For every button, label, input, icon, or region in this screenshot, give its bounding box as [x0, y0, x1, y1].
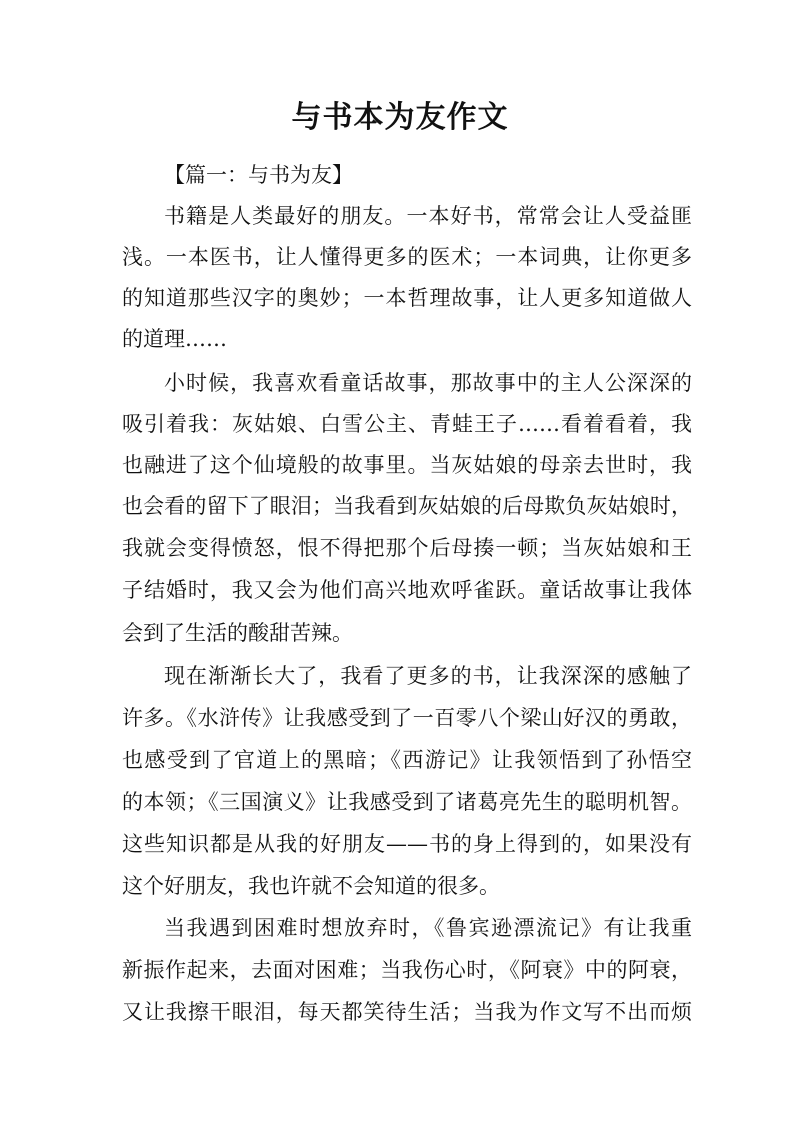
paragraph-line: 浅。一本医书，让人懂得更多的医术；一本词典，让你更多 [122, 245, 692, 269]
paragraph-line: 的本领；《三国演义》让我感受到了诸葛亮先生的聪明机智。 [122, 790, 692, 814]
section-heading: 【篇一：与书为友】 [164, 163, 353, 187]
paragraph-line: 这些知识都是从我的好朋友——书的身上得到的，如果没有 [122, 832, 692, 856]
paragraph-line: 小时候，我喜欢看童话故事，那故事中的主人公深深的 [164, 371, 692, 395]
document-title: 与书本为友作文 [291, 100, 509, 135]
paragraph-line: 当我遇到困难时想放弃时，《鲁宾逊漂流记》有让我重 [164, 916, 692, 940]
paragraph-line: 许多。《水浒传》让我感受到了一百零八个梁山好汉的勇敢， [122, 706, 692, 730]
paragraph-line: 这个好朋友，我也许就不会知道的很多。 [122, 874, 500, 898]
paragraph-line: 子结婚时，我又会为他们高兴地欢呼雀跃。童话故事让我体 [122, 578, 692, 602]
paragraph-line: 吸引着我：灰姑娘、白雪公主、青蛙王子……看着看着，我 [122, 412, 692, 436]
paragraph-line: 会到了生活的酸甜苦辣。 [122, 621, 353, 645]
paragraph-line: 我就会变得愤怒，恨不得把那个后母揍一顿；当灰姑娘和王 [122, 536, 692, 560]
paragraph-line: 现在渐渐长大了，我看了更多的书，让我深深的感触了 [164, 664, 692, 688]
paragraph-line: 新振作起来，去面对困难；当我伤心时，《阿衰》中的阿衰， [122, 958, 692, 982]
paragraph-line: 也会看的留下了眼泪；当我看到灰姑娘的后母欺负灰姑娘时， [122, 494, 692, 518]
paragraph-line: 也感受到了官道上的黑暗；《西游记》让我领悟到了孙悟空 [122, 748, 692, 772]
paragraph-line: 书籍是人类最好的朋友。一本好书，常常会让人受益匪 [164, 204, 692, 228]
paragraph-line: 的知道那些汉字的奥妙；一本哲理故事，让人更多知道做人 [122, 286, 692, 310]
paragraph-line: 又让我擦干眼泪，每天都笑待生活；当我为作文写不出而烦 [122, 1000, 692, 1024]
paragraph-line: 也融进了这个仙境般的故事里。当灰姑娘的母亲去世时，我 [122, 453, 692, 477]
paragraph-line: 的道理…… [122, 327, 227, 351]
